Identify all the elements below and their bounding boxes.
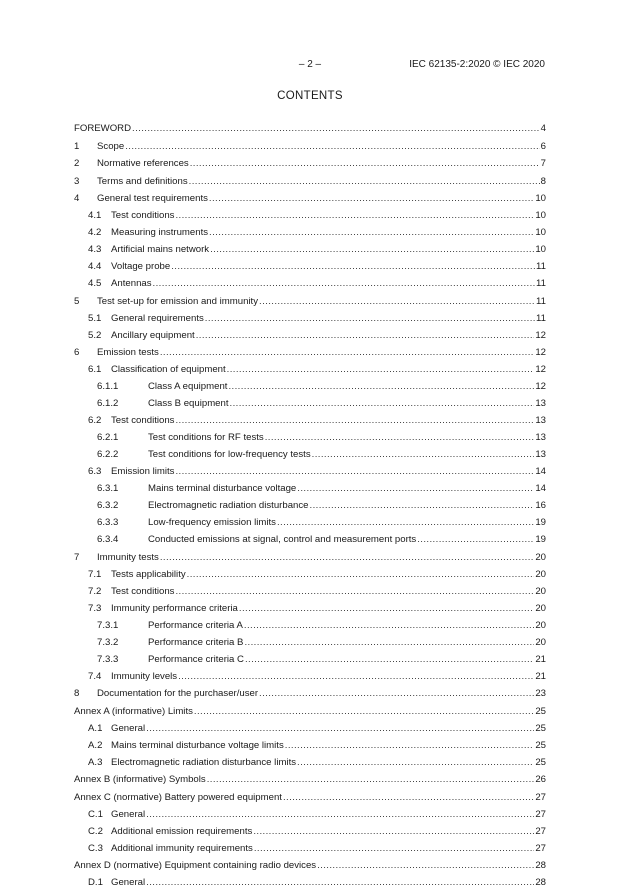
toc-entry[interactable] [74,517,546,528]
toc-entry[interactable] [74,534,546,545]
document-id: IEC 62135-2:2020 © IEC 2020 [409,59,545,70]
toc-dot-leader [209,193,534,204]
toc-dot-leader [146,877,534,888]
toc-entry-page: 20 [535,551,546,563]
toc-entry-page: 25 [535,739,546,751]
toc-entry-number: 5.2 [88,329,102,341]
toc-dot-leader [244,620,534,631]
toc-entry-number: 6 [74,347,80,358]
toc-entry-number: 7 [74,551,80,563]
toc-entry-title: Measuring instruments [111,227,209,238]
toc-entry-number: C.1 [88,808,103,820]
toc-entry-number: C.3 [88,842,103,854]
toc-dot-leader [189,176,540,187]
toc-entry[interactable] [74,432,546,443]
toc-entry-page: 13 [535,398,546,409]
toc-entry-title: Test conditions [111,210,175,221]
toc-entry-number: 7.4 [88,670,102,682]
toc-entry[interactable] [74,877,546,888]
toc-entry-page: 20 [535,619,546,631]
toc-dot-leader [277,517,534,528]
page-header [0,59,620,73]
toc-dot-leader [297,757,534,768]
toc-entry-page: 21 [535,653,546,665]
toc-entry-page: 20 [535,636,546,648]
toc-entry-page: 10 [535,227,546,238]
toc-entry[interactable] [74,261,546,272]
toc-dot-leader [146,723,534,734]
toc-entry[interactable] [74,603,546,614]
toc-entry-title: Performance criteria C [148,653,244,665]
toc-dot-leader [132,123,540,134]
toc-entry-page: 13 [535,415,546,426]
toc-entry[interactable] [74,347,546,358]
toc-entry-page: 13 [535,449,546,460]
toc-entry-title: Additional immunity requirements [111,842,253,854]
page-title: CONTENTS [277,90,343,102]
toc-entry-page: 12 [535,347,546,358]
toc-entry-number: D.1 [88,877,103,888]
toc-entry-page: 19 [535,517,546,528]
toc-entry[interactable] [74,278,546,289]
toc-entry-title: Annex D (normative) Equipment containing radio devices [74,860,317,871]
toc-entry-number: 7.2 [88,585,102,597]
toc-entry[interactable] [74,774,546,785]
toc-entry-number: 6.1.1 [97,381,119,392]
toc-entry-title: Test conditions for low-frequency tests [148,449,311,460]
toc-entry-page: 28 [535,860,546,871]
toc-dot-leader [253,826,534,837]
toc-entry-number: 6.3.4 [97,534,119,545]
toc-entry-page: 20 [535,602,546,614]
toc-entry-number: 6.2.2 [97,449,119,460]
toc-entry[interactable] [74,466,546,477]
toc-entry-page: 13 [535,432,546,443]
toc-entry-title: Electromagnetic radiation disturbance [148,500,309,511]
toc-entry-title: Additional emission requirements [111,825,253,837]
toc-entry-number: 5.1 [88,312,102,324]
toc-entry[interactable] [74,415,546,426]
toc-dot-leader [209,227,534,238]
table-of-contents [74,123,546,888]
toc-entry-number: 4.3 [88,244,102,255]
toc-entry[interactable] [74,654,546,665]
toc-entry-number: 6.2 [88,415,102,426]
toc-entry-number: 1 [74,140,80,152]
toc-dot-leader [160,347,534,358]
toc-entry[interactable] [74,381,546,392]
toc-entry[interactable] [74,826,546,837]
toc-entry[interactable] [74,483,546,494]
toc-dot-leader [175,466,534,477]
toc-entry-page: 10 [535,210,546,221]
toc-entry-page: 28 [535,877,546,888]
toc-dot-leader [239,603,534,614]
toc-dot-leader [175,210,534,221]
toc-entry-number: 7.3.2 [97,636,119,648]
toc-dot-leader [175,586,534,597]
toc-entry[interactable] [74,723,546,734]
toc-entry-title: Performance criteria B [148,636,244,648]
toc-entry-number: 6.1.2 [97,398,119,409]
toc-entry[interactable] [74,706,546,717]
toc-entry-page: 11 [536,295,546,307]
toc-entry-title: General [111,877,146,888]
toc-entry[interactable] [74,688,546,699]
toc-entry-number: A.2 [88,739,103,751]
toc-entry-number: 4.5 [88,278,102,289]
page-number: – 2 – [298,59,322,70]
toc-entry[interactable] [74,843,546,854]
toc-entry-page: 23 [535,688,546,699]
toc-entry-title: Classification of equipment [111,364,226,375]
toc-entry-number: 7.1 [88,568,102,580]
toc-dot-leader [187,569,535,580]
toc-entry[interactable] [74,296,546,307]
toc-entry-page: 12 [535,364,546,375]
toc-entry[interactable] [74,313,546,324]
toc-entry-page: 27 [535,842,546,854]
toc-entry-number: A.1 [88,722,103,734]
toc-dot-leader [175,415,534,426]
toc-entry-page: 7 [540,158,546,169]
toc-entry-title: Test conditions [111,415,175,426]
toc-entry-page: 27 [535,791,546,803]
toc-entry-title: Emission limits [111,466,175,477]
toc-entry-page: 10 [535,244,546,255]
toc-dot-leader [210,244,534,255]
toc-dot-leader [146,809,534,820]
toc-entry-title: Scope [97,140,125,152]
toc-entry-title: Immunity performance criteria [111,602,238,614]
toc-entry-title: FOREWORD [74,123,132,134]
toc-entry-title: Emission tests [97,347,159,358]
toc-entry-title: Immunity levels [111,670,178,682]
toc-entry-title: Annex B (informative) Symbols [74,774,206,785]
toc-entry-page: 8 [540,175,546,187]
toc-entry-number: 4.4 [88,261,102,272]
toc-entry-title: General [111,722,146,734]
toc-dot-leader [310,500,535,511]
toc-entry-title: Mains terminal disturbance voltage [148,483,297,494]
toc-entry-page: 19 [535,534,546,545]
toc-entry-title: Conducted emissions at signal, control and measurement ports [148,534,417,545]
toc-entry[interactable] [74,398,546,409]
toc-dot-leader [196,330,535,341]
toc-entry[interactable] [74,792,546,803]
toc-entry-title: Test conditions for RF tests [148,432,264,443]
toc-dot-leader [171,261,535,272]
toc-dot-leader [317,860,534,871]
toc-entry-title: Artificial mains network [111,244,210,255]
toc-entry-page: 10 [535,193,546,204]
toc-dot-leader [125,141,539,152]
toc-dot-leader [160,552,534,563]
toc-entry[interactable] [74,637,546,648]
toc-dot-leader [190,158,540,169]
toc-dot-leader [265,432,535,443]
toc-entry[interactable] [74,860,546,871]
toc-dot-leader [254,843,534,854]
toc-entry-page: 27 [535,808,546,820]
toc-entry-title: Voltage probe [111,261,171,272]
toc-dot-leader [194,706,534,717]
toc-entry[interactable] [74,244,546,255]
toc-entry-page: 11 [536,261,546,272]
toc-entry-title: Annex A (informative) Limits [74,705,193,717]
toc-entry-page: 14 [535,466,546,477]
toc-entry-number: 6.3 [88,466,102,477]
toc-entry-title: General test requirements [97,193,208,204]
toc-dot-leader [178,671,534,682]
toc-entry-title: Performance criteria A [148,619,243,631]
toc-entry-number: 6.3.3 [97,517,119,528]
toc-entry[interactable] [74,227,546,238]
toc-entry-number: 5 [74,295,80,307]
toc-entry[interactable] [74,364,546,375]
toc-dot-leader [417,534,534,545]
toc-entry-title: Low-frequency emission limits [148,517,276,528]
toc-entry-page: 27 [535,825,546,837]
toc-entry[interactable] [74,330,546,341]
toc-dot-leader [207,774,535,785]
toc-entry[interactable] [74,449,546,460]
toc-entry-number: 2 [74,158,80,169]
toc-dot-leader [312,449,535,460]
toc-dot-leader [230,398,535,409]
toc-dot-leader [259,296,535,307]
toc-entry-title: General requirements [111,312,204,324]
toc-entry[interactable] [74,671,546,682]
toc-entry[interactable] [74,740,546,751]
toc-entry-page: 25 [535,722,546,734]
toc-dot-leader [259,688,534,699]
toc-entry-title: Ancillary equipment [111,329,195,341]
toc-dot-leader [297,483,534,494]
toc-entry-title: Mains terminal disturbance voltage limits [111,739,284,751]
toc-entry-title: General [111,808,146,820]
toc-entry[interactable] [74,552,546,563]
toc-entry-title: Class B equipment [148,398,229,409]
toc-entry-page: 25 [535,705,546,717]
toc-entry-page: 12 [535,329,546,341]
toc-entry[interactable] [74,500,546,511]
toc-entry-title: Antennas [111,278,152,289]
toc-entry-page: 26 [535,774,546,785]
toc-dot-leader [244,637,534,648]
toc-entry-number: C.2 [88,825,103,837]
toc-entry[interactable] [74,158,546,169]
toc-entry[interactable] [74,569,546,580]
toc-entry-number: 6.1 [88,364,102,375]
toc-entry[interactable] [74,620,546,631]
toc-entry[interactable] [74,586,546,597]
toc-dot-leader [285,740,535,751]
toc-entry-title: Class A equipment [148,381,228,392]
toc-entry-number: 6.3.1 [97,483,119,494]
toc-entry-page: 11 [536,278,546,289]
toc-entry-page: 21 [535,670,546,682]
toc-entry-title: Immunity tests [97,551,159,563]
toc-entry-page: 4 [540,123,546,134]
toc-entry-title: Test conditions [111,585,175,597]
toc-entry-title: Tests applicability [111,568,186,580]
toc-entry[interactable] [74,210,546,221]
toc-entry[interactable] [74,176,546,187]
toc-dot-leader [205,313,535,324]
toc-entry-page: 16 [535,500,546,511]
toc-entry-title: Normative references [97,158,189,169]
toc-entry-number: 3 [74,175,80,187]
toc-dot-leader [283,792,534,803]
toc-entry-title: Documentation for the purchaser/user [97,688,259,699]
toc-entry-number: 8 [74,688,80,699]
toc-dot-leader [228,381,534,392]
toc-entry-number: A.3 [88,756,103,768]
toc-entry-number: 7.3.3 [97,653,119,665]
toc-entry[interactable] [74,757,546,768]
toc-entry-number: 4.1 [88,210,102,221]
toc-entry-title: Test set-up for emission and immunity [97,295,259,307]
toc-entry-page: 20 [535,568,546,580]
toc-entry[interactable] [74,809,546,820]
toc-entry-page: 6 [540,140,546,152]
toc-entry-number: 4 [74,193,80,204]
toc-entry[interactable] [74,123,546,134]
toc-dot-leader [227,364,535,375]
toc-entry-number: 6.2.1 [97,432,119,443]
toc-entry-title: Electromagnetic radiation disturbance limits [111,756,297,768]
toc-entry-number: 4.2 [88,227,102,238]
toc-dot-leader [153,278,535,289]
toc-dot-leader [245,654,534,665]
toc-entry-page: 14 [535,483,546,494]
toc-entry[interactable] [74,141,546,152]
toc-entry-page: 20 [535,585,546,597]
toc-entry-title: Annex C (normative) Battery powered equipment [74,791,282,803]
toc-entry-page: 25 [535,756,546,768]
toc-entry-number: 7.3.1 [97,619,119,631]
toc-entry-page: 12 [535,381,546,392]
toc-entry[interactable] [74,193,546,204]
toc-entry-number: 6.3.2 [97,500,119,511]
toc-entry-title: Terms and definitions [97,175,188,187]
toc-entry-page: 11 [536,312,546,324]
toc-entry-number: 7.3 [88,602,102,614]
